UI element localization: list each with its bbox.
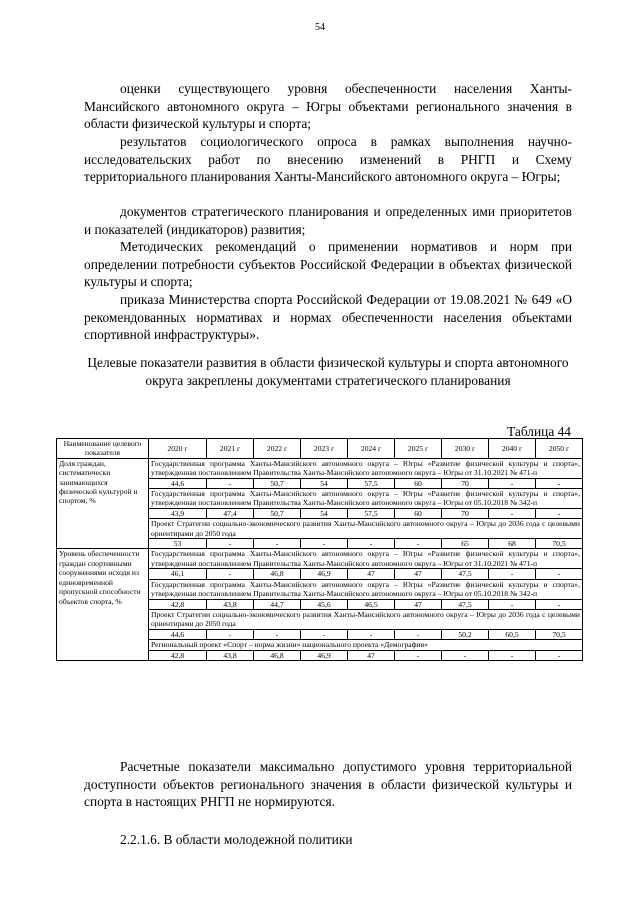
value-cell: - <box>489 508 536 518</box>
value-cell: - <box>254 629 301 639</box>
value-cell: - <box>489 599 536 609</box>
indicator-name: Уровень обеспеченности граждан спортивными сооружениями исходя из единовременной пропускной способности объектов спорта, % <box>57 549 149 660</box>
value-cell: - <box>348 629 395 639</box>
value-cell: 47,4 <box>207 508 254 518</box>
value-cell: 47 <box>395 569 442 579</box>
value-cell: 47,5 <box>442 569 489 579</box>
source-document: Государственная программа Ханты-Мансийского автономного округа – Югры «Развитие физической культуры и спорта», утвержденная постановлением Правительства Ханты-Мансийского автономного округа – Югры от 05.10.2018 № 342-п <box>149 579 583 599</box>
paragraph-methodical-recommendations: Методических рекомендаций о применении нормативов и норм при определении потребности субъектов Российской Федерации в объектах физической культуры и спорта; <box>84 239 572 290</box>
source-document: Региональный проект «Спорт – норма жизни» национального проекта «Демография» <box>149 640 583 650</box>
value-cell: - <box>489 569 536 579</box>
value-cell: 70,5 <box>536 629 583 639</box>
value-cell: - <box>536 508 583 518</box>
table-source-row <box>57 458 583 478</box>
paragraph-survey: результатов социологического опроса в рамках выполнения научно-исследовательских работ по внесению изменений в РНГП и Схему территориального планирования Ханты-Мансийского автономного округа – Югры; <box>84 134 572 185</box>
table-header-row <box>57 439 583 459</box>
value-cell: - <box>395 650 442 660</box>
value-cell: - <box>207 478 254 488</box>
value-cell: 50,7 <box>254 478 301 488</box>
header-indicator-name: Наименование целевого показателя <box>57 439 149 459</box>
value-cell: 60 <box>395 478 442 488</box>
value-cell: 60,5 <box>489 629 536 639</box>
table-caption: Целевые показатели развития в области физической культуры и спорта автономного округа закреплены документами стратегического планирования <box>87 355 569 388</box>
source-document: Государственная программа Ханты-Мансийского автономного округа – Югры «Развитие физической культуры и спорта», утвержденная постановлением Правительства Ханты-Мансийского автономного округа – Югры от 31.10.2021 № 471-п <box>149 458 583 478</box>
value-cell: - <box>254 539 301 549</box>
value-cell: 44,6 <box>149 478 207 488</box>
value-cell: - <box>536 650 583 660</box>
value-cell: 46,1 <box>149 569 207 579</box>
value-cell: 57,5 <box>348 508 395 518</box>
value-cell: 54 <box>301 508 348 518</box>
value-cell: 47 <box>348 650 395 660</box>
value-cell: 57,5 <box>348 478 395 488</box>
header-year: 2024 г <box>348 439 395 459</box>
value-cell: 46,9 <box>301 650 348 660</box>
header-year: 2022 г <box>254 439 301 459</box>
source-document: Проект Стратегии социально-экономического развития Ханты-Мансийского автономного округа – Югры до 2036 года с целевыми ориентирами до 2050 года <box>149 519 583 539</box>
source-document: Проект Стратегии социально-экономического развития Ханты-Мансийского автономного округа – Югры до 2036 года с целевыми ориентирами до 2050 года <box>149 609 583 629</box>
value-cell: 70 <box>442 508 489 518</box>
source-document: Государственная программа Ханты-Мансийского автономного округа – Югры «Развитие физической культуры и спорта», утвержденная постановлением Правительства Ханты-Мансийского автономного округа – Югры от 31.10.2021 № 471-п <box>149 549 583 569</box>
value-cell: - <box>207 569 254 579</box>
value-cell: 46,5 <box>348 599 395 609</box>
value-cell: 42,8 <box>149 599 207 609</box>
value-cell: 47 <box>395 599 442 609</box>
value-cell: - <box>301 629 348 639</box>
value-cell: - <box>489 478 536 488</box>
page-number: 54 <box>315 22 325 33</box>
header-year: 2040 г <box>489 439 536 459</box>
value-cell: - <box>536 569 583 579</box>
indicators-table <box>56 438 583 661</box>
value-cell: - <box>348 539 395 549</box>
header-year: 2020 г <box>149 439 207 459</box>
header-year: 2023 г <box>301 439 348 459</box>
value-cell: 46,8 <box>254 650 301 660</box>
value-cell: 65 <box>442 539 489 549</box>
table-source-row <box>57 549 583 569</box>
paragraph-ministry-order: приказа Министерства спорта Российской Федерации от 19.08.2021 № 649 «О рекомендованных нормативах и нормах обеспеченности населения объектами спортивной инфраструктуры». <box>84 292 572 343</box>
value-cell: - <box>442 650 489 660</box>
value-cell: 50,7 <box>254 508 301 518</box>
value-cell: - <box>536 478 583 488</box>
paragraph-strategic-documents: документов стратегического планирования и определенных ими приоритетов и показателей (индикаторов) развития; <box>84 204 572 237</box>
value-cell: 50,2 <box>442 629 489 639</box>
value-cell: 68 <box>489 539 536 549</box>
value-cell: - <box>536 599 583 609</box>
value-cell: 43,8 <box>207 599 254 609</box>
table-label: Таблица 44 <box>507 424 571 439</box>
header-year: 2030 г <box>442 439 489 459</box>
paragraph-conclusion: Расчетные показатели максимально допустимого уровня территориальной доступности объектов регионального значения в области физической культуры и спорта в настоящих РНГП не нормируются. <box>84 759 572 810</box>
value-cell: 45,6 <box>301 599 348 609</box>
value-cell: 47,5 <box>442 599 489 609</box>
value-cell: 46,8 <box>254 569 301 579</box>
section-heading: 2.2.1.6. В области молодежной политики <box>120 832 353 847</box>
value-cell: 46,9 <box>301 569 348 579</box>
value-cell: - <box>489 650 536 660</box>
value-cell: 44,7 <box>254 599 301 609</box>
value-cell: 44,6 <box>149 629 207 639</box>
value-cell: - <box>207 629 254 639</box>
header-year: 2021 г <box>207 439 254 459</box>
paragraph-assessment: оценки существующего уровня обеспеченности населения Ханты-Мансийского автономного округа – Югры объектами регионального значения в области физической культуры и спорта; <box>84 81 572 132</box>
value-cell: - <box>395 629 442 639</box>
header-year: 2025 г <box>395 439 442 459</box>
value-cell: 70 <box>442 478 489 488</box>
value-cell: - <box>301 539 348 549</box>
source-document: Государственная программа Ханты-Мансийского автономного округа – Югры «Развитие физической культуры и спорта», утвержденная постановлением Правительства Ханты-Мансийского автономного округа – Югры от 05.10.2018 № 342-п <box>149 489 583 509</box>
value-cell: 53 <box>149 539 207 549</box>
indicator-name: Доля граждан, систематически занимающихся физической культурой и спортом, % <box>57 458 149 549</box>
value-cell: 43,8 <box>207 650 254 660</box>
value-cell: 47 <box>348 569 395 579</box>
value-cell: 42,8 <box>149 650 207 660</box>
value-cell: - <box>207 539 254 549</box>
value-cell: 54 <box>301 478 348 488</box>
value-cell: 70,5 <box>536 539 583 549</box>
value-cell: 43,9 <box>149 508 207 518</box>
value-cell: - <box>395 539 442 549</box>
header-year: 2050 г <box>536 439 583 459</box>
value-cell: 60 <box>395 508 442 518</box>
